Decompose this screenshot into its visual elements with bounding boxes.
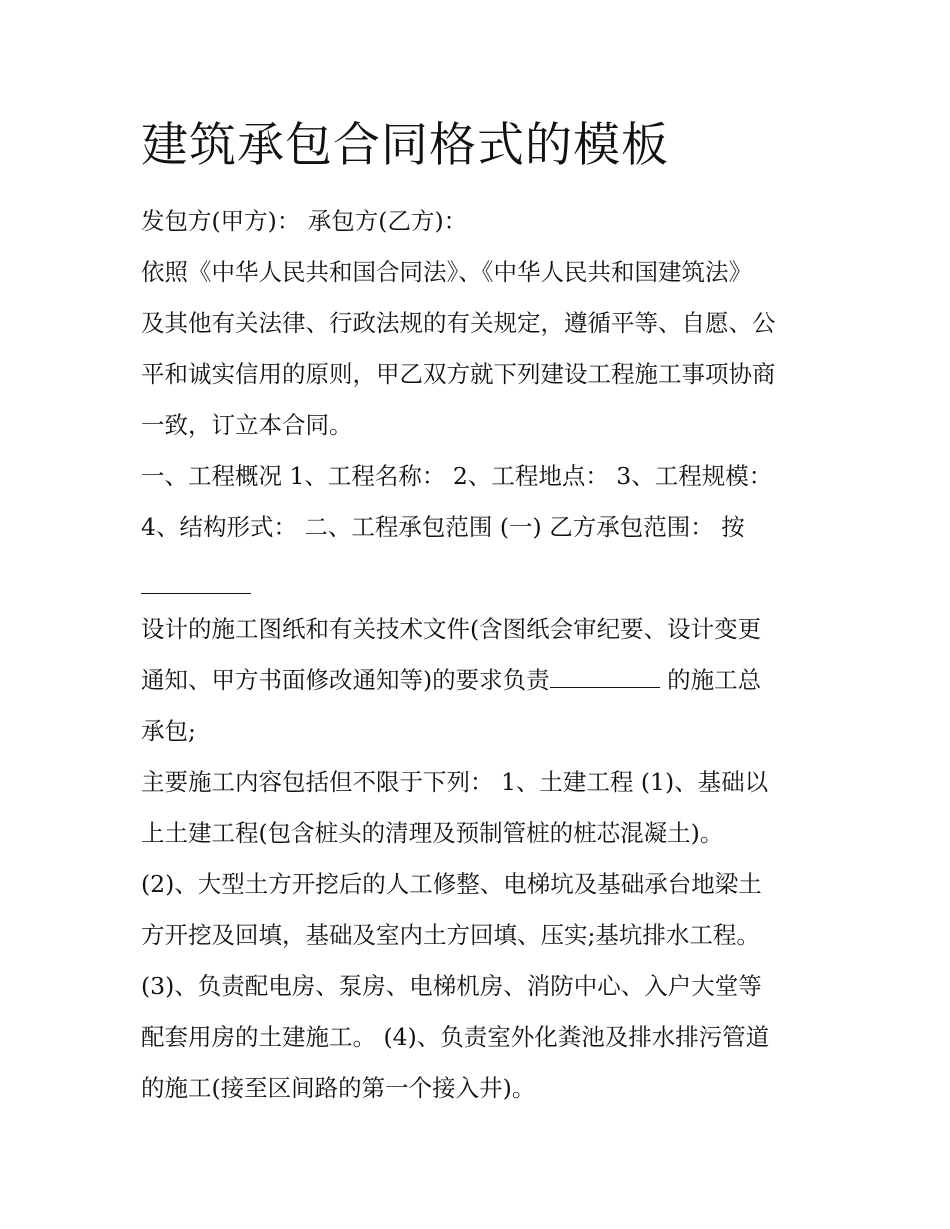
body-line: 4、结构形式： 二、工程承包范围 (一) 乙方承包范围： 按: [141, 513, 745, 541]
body-line: 主要施工内容包括但不限于下列： 1、土建工程 (1)、基础以: [141, 768, 769, 796]
body-line: 的施工(接至区间路的第一个接入井)。: [141, 1074, 536, 1102]
body-line: 承包;: [141, 717, 196, 745]
body-line-prefix: 通知、甲方书面修改通知等)的要求负责: [141, 666, 550, 694]
fill-blank: [141, 581, 251, 594]
document-body: [141, 196, 821, 1114]
body-line: 配套用房的土建施工。 (4)、负责室外化粪池及排水排污管道: [141, 1023, 770, 1051]
body-line: 一、工程概况 1、工程名称： 2、工程地点： 3、工程规模：: [141, 462, 773, 490]
document-title: 建筑承包合同格式的模板: [141, 118, 669, 173]
body-line: 设计的施工图纸和有关技术文件(含图纸会审纪要、设计变更: [141, 615, 762, 643]
fill-blank: [550, 675, 660, 688]
body-line: 方开挖及回填，基础及室内土方回填、压实;基坑排水工程。: [141, 921, 760, 949]
parties-line: 发包方(甲方)： 承包方(乙方)：: [141, 207, 468, 235]
body-line-with-blank: [141, 655, 821, 706]
body-line: 一致，订立本合同。: [141, 411, 353, 439]
fill-blank-line: [141, 553, 821, 604]
body-line: 上土建工程(包含桩头的清理及预制管桩的桩芯混凝土)。: [141, 819, 724, 847]
body-line: (2)、大型土方开挖后的人工修整、电梯坑及基础承台地梁土: [141, 870, 762, 898]
body-line: 依照《中华人民共和国合同法》、《中华人民共和国建筑法》: [141, 258, 752, 286]
body-line-suffix: 的施工总: [659, 666, 762, 694]
body-line: (3)、负责配电房、泵房、电梯机房、消防中心、入户大堂等: [141, 972, 762, 1000]
body-line: 平和诚实信用的原则，甲乙双方就下列建设工程施工事项协商: [141, 360, 776, 388]
body-line: 及其他有关法律、行政法规的有关规定，遵循平等、自愿、公: [141, 309, 776, 337]
